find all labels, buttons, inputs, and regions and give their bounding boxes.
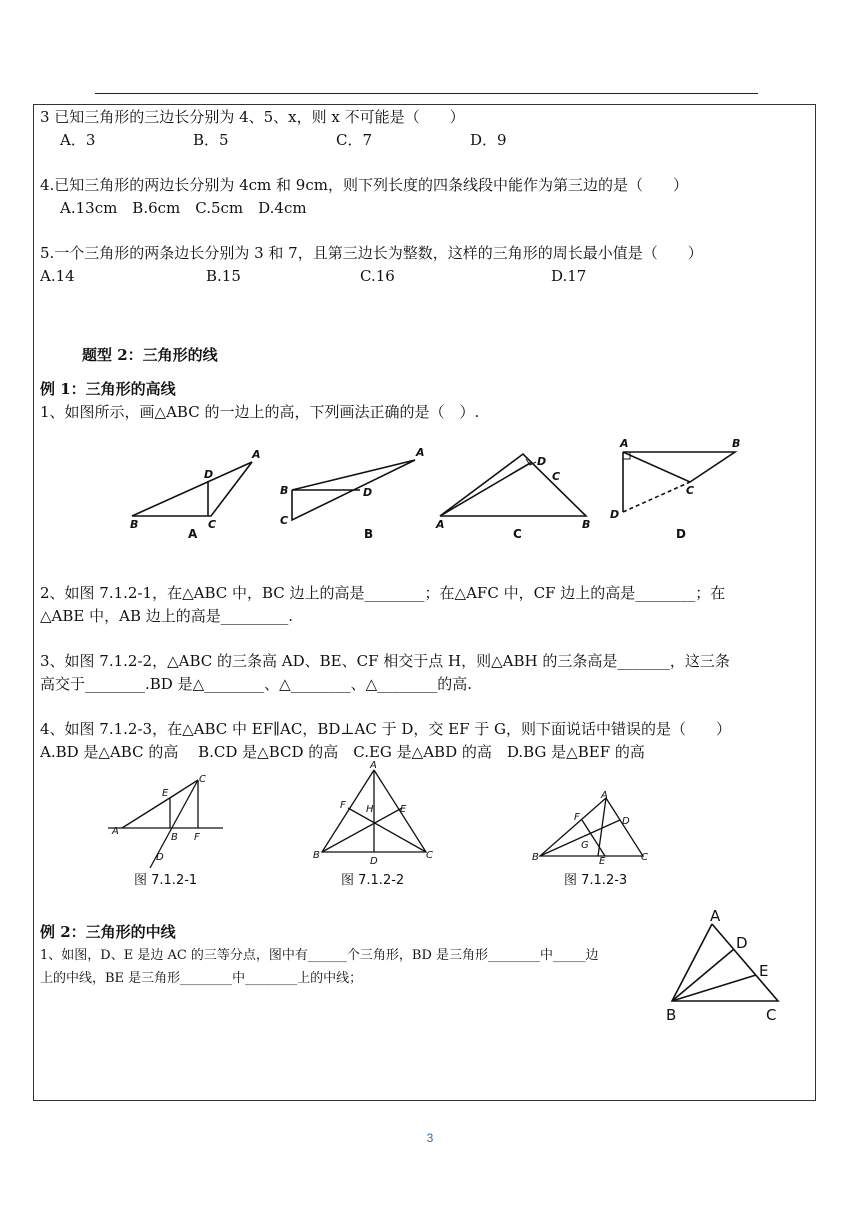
- fig-c-altitude: [440, 462, 532, 516]
- page-number: 3: [426, 1131, 434, 1145]
- caption-fig-3: 图 7.1.2-3: [564, 873, 628, 888]
- example1-heading: 例 1：三角形的高线: [40, 380, 176, 398]
- svg-text:A: A: [601, 790, 608, 801]
- fig-b-label: B: [364, 527, 374, 541]
- svg-text:B: B: [280, 484, 289, 497]
- section-heading: 题型 2：三角形的线: [82, 346, 218, 364]
- svg-text:F: F: [340, 800, 346, 811]
- svg-text:E: E: [759, 962, 769, 980]
- example2-heading: 例 2：三角形的中线: [40, 923, 176, 941]
- q3-option-c: C．7: [336, 131, 373, 149]
- svg-text:C: C: [686, 484, 695, 497]
- svg-text:H: H: [366, 804, 374, 815]
- svg-text:B: B: [582, 518, 591, 531]
- svg-text:D: D: [610, 508, 620, 521]
- svg-text:D: D: [204, 468, 214, 481]
- q4-text: 4.已知三角形的两边长分别为 4cm 和 9cm，则下列长度的四条线段中能作为第三边的是（ ）: [40, 176, 688, 194]
- svg-text:D: D: [736, 934, 748, 952]
- svg-text:B: B: [130, 518, 139, 531]
- altitude-figures: [120, 432, 800, 550]
- fig-c-triangle: [440, 454, 586, 516]
- ex1-q4-line1: 4、如图 7.1.2-3，在△ABC 中 EF∥AC，BD⊥AC 于 D，交 EF 于 G，则下面说话中错误的是（ ）: [40, 720, 732, 738]
- median-figure: [660, 904, 790, 1024]
- svg-text:G: G: [581, 840, 589, 851]
- svg-text:B: B: [532, 852, 539, 863]
- svg-text:E: E: [400, 804, 407, 815]
- svg-text:D: D: [622, 816, 630, 827]
- svg-text:A: A: [416, 446, 425, 459]
- svg-text:E: E: [599, 856, 606, 867]
- svg-text:C: C: [280, 514, 289, 527]
- q5-option-b: B.15: [206, 267, 241, 285]
- fig-a-triangle: [132, 462, 252, 516]
- svg-text:C: C: [552, 470, 561, 483]
- q5-option-d: D.17: [551, 267, 587, 285]
- svg-text:A: A: [112, 826, 119, 837]
- caption-fig-1: 图 7.1.2-1: [134, 873, 198, 888]
- q3-option-a: A．3: [60, 131, 96, 149]
- q5-option-c: C.16: [360, 267, 395, 285]
- svg-text:C: C: [426, 850, 433, 861]
- svg-text:D: D: [156, 852, 164, 863]
- ex1-q1-text: 1、如图所示，画△ABC 的一边上的高，下列画法正确的是（ ）.: [40, 403, 480, 421]
- fig-c-label: C: [513, 527, 522, 541]
- fig-a-label: A: [188, 527, 198, 541]
- svg-text:B: B: [171, 832, 178, 843]
- fig-d-triangle: [623, 452, 735, 482]
- fig-d-extension: [623, 482, 690, 512]
- ex1-q2-line2: △ABE 中，AB 边上的高是_________.: [40, 607, 294, 625]
- q3-text: 3 已知三角形的三边长分别为 4、5、x，则 x 不可能是（ ）: [40, 108, 465, 126]
- ex2-q1-line2: 上的中线，BE 是三角形________中________上的中线；: [40, 971, 363, 986]
- svg-text:A: A: [710, 907, 721, 925]
- svg-text:C: C: [641, 852, 648, 863]
- q4-options: A.13cm B.6cm C.5cm D.4cm: [60, 199, 307, 217]
- q3-option-b: B．5: [193, 131, 229, 149]
- svg-text:D: D: [363, 486, 373, 499]
- svg-text:F: F: [574, 812, 580, 823]
- svg-text:E: E: [162, 788, 169, 799]
- fig-d-label: D: [676, 527, 686, 541]
- svg-text:F: F: [194, 832, 200, 843]
- svg-text:A: A: [252, 448, 261, 461]
- ex1-q2-line1: 2、如图 7.1.2-1，在△ABC 中，BC 边上的高是________；在△AFC 中，CF 边上的高是________；在: [40, 584, 726, 602]
- ex1-q4-line2: A.BD 是△ABC 的高 B.CD 是△BCD 的高 C.EG 是△ABD 的高 D.BG 是△BEF 的高: [40, 743, 645, 761]
- svg-text:D: D: [370, 856, 378, 867]
- ex1-q3-line2: 高交于________.BD 是△________、△________、△________的高.: [40, 675, 472, 693]
- ex2-q1-line1: 1、如图，D、E 是边 AC 的三等分点，图中有______个三角形，BD 是三角形________中_____边: [40, 948, 599, 963]
- ex1-q3-line1: 3、如图 7.1.2-2，△ABC 的三条高 AD、BE、CF 相交于点 H，则△ABH 的三条高是_______，这三条: [40, 652, 730, 670]
- q5-option-a: A.14: [40, 267, 75, 285]
- svg-text:C: C: [199, 774, 206, 785]
- caption-fig-2: 图 7.1.2-2: [341, 873, 405, 888]
- svg-text:B: B: [666, 1006, 677, 1024]
- header-rule: [95, 93, 758, 94]
- svg-text:B: B: [313, 850, 320, 861]
- svg-text:A: A: [620, 437, 629, 450]
- svg-text:C: C: [766, 1006, 777, 1024]
- q5-text: 5.一个三角形的两条边长分别为 3 和 7，且第三边长为整数，这样的三角形的周长最小值是（ ）: [40, 244, 703, 262]
- svg-text:A: A: [370, 760, 377, 771]
- svg-text:A: A: [436, 518, 445, 531]
- q3-option-d: D．9: [470, 131, 507, 149]
- svg-text:C: C: [208, 518, 217, 531]
- svg-text:D: D: [537, 455, 547, 468]
- svg-text:B: B: [732, 437, 741, 450]
